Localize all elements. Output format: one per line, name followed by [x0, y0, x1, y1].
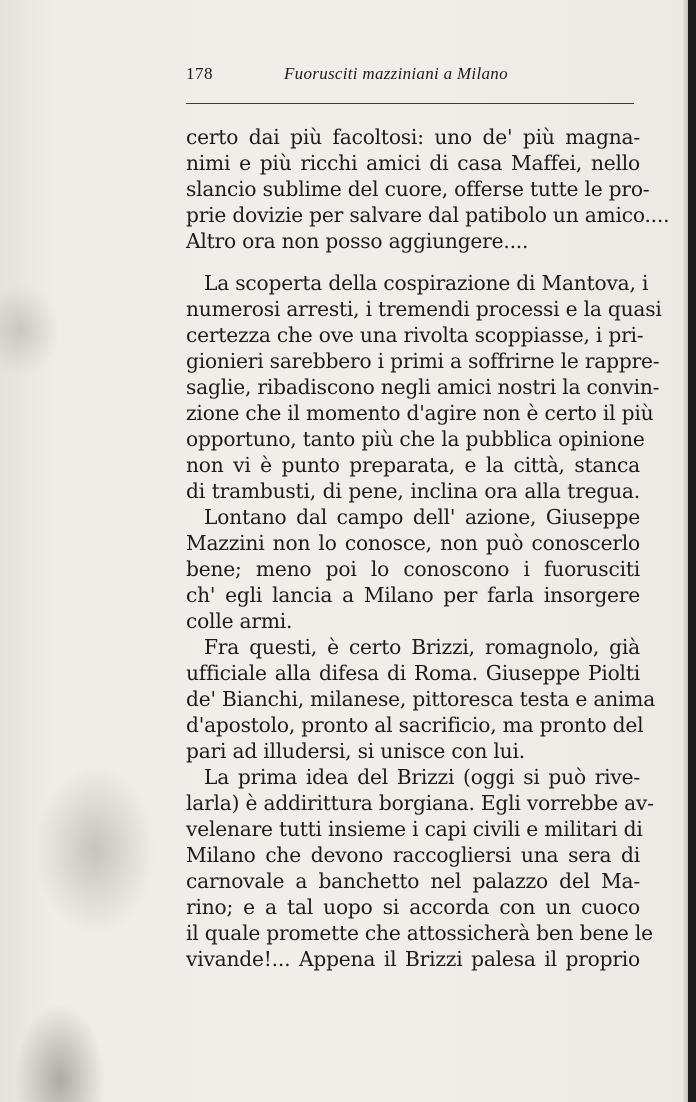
- text-line: de' Bianchi, milanese, pittoresca testa e anima: [186, 687, 656, 711]
- text-line: Mazzini non lo conosce, non può conoscerlo: [186, 531, 640, 555]
- text-line: La scoperta della cospirazione di Mantova, i: [204, 271, 649, 295]
- text-line: certo dai più facoltosi: uno de' più magna-: [186, 125, 640, 149]
- text-line: vivande!... Appena il Brizzi palesa il proprio: [186, 947, 640, 971]
- text-line: ch' egli lancia a Milano per farla insorgere: [186, 583, 640, 607]
- text-line: non vi è punto preparata, e la città, stanca: [186, 453, 640, 477]
- text-line: rino; e a tal uopo si accorda con un cuoco: [186, 895, 640, 919]
- book-spine-edge: [688, 0, 696, 1102]
- paragraph: [186, 764, 654, 972]
- text-line: bene; meno poi lo conoscono i fuorusciti: [186, 557, 640, 581]
- paragraph: [186, 270, 662, 504]
- text-line: pari ad illudersi, si unisce con lui.: [186, 739, 525, 763]
- page-number: 178: [186, 64, 213, 83]
- text-line: zione che il momento d'agire non è certo il più: [186, 401, 654, 425]
- text-line: ufficiale alla difesa di Roma. Giuseppe Piolti: [186, 661, 640, 685]
- running-header: [186, 64, 636, 88]
- paragraph-continuation: [186, 124, 670, 254]
- text-line: certezza che ove una rivolta scoppiasse, i pri-: [186, 323, 644, 347]
- text-line: saglie, ribadiscono negli amici nostri la convin-: [186, 375, 660, 399]
- text-line: Fra questi, è certo Brizzi, romagnolo, già: [204, 635, 640, 659]
- text-line: di trambusti, di pene, inclina ora alla tregua.: [186, 479, 640, 503]
- text-line: larla) è addirittura borgiana. Egli vorrebbe av-: [186, 791, 654, 815]
- paragraph: [186, 504, 640, 634]
- text-line: opportuno, tanto più che la pubblica opinione: [186, 427, 645, 451]
- running-title: Fuorusciti mazziniani a Milano: [284, 64, 508, 83]
- text-line: prie dovizie per salvare dal patibolo un amico....: [186, 203, 670, 227]
- text-line: slancio sublime del cuore, offerse tutte le pro-: [186, 177, 650, 201]
- paragraph: [186, 634, 656, 764]
- text-line: il quale promette che attossicherà ben bene le: [186, 921, 653, 945]
- text-line: d'apostolo, pronto al sacrificio, ma pronto del: [186, 713, 644, 737]
- body-text: [186, 270, 662, 972]
- text-line: Lontano dal campo dell' azione, Giuseppe: [204, 505, 640, 529]
- text-line: numerosi arresti, i tremendi processi e la quasi: [186, 297, 662, 321]
- text-line: Altro ora non posso aggiungere....: [186, 229, 529, 253]
- text-line: velenare tutti insieme i capi civili e militari di: [186, 817, 643, 841]
- text-line: La prima idea del Brizzi (oggi si può rive-: [204, 765, 640, 789]
- text-line: Milano che devono raccogliersi una sera di: [186, 843, 640, 867]
- header-rule: [186, 103, 634, 104]
- text-line: colle armi.: [186, 609, 293, 633]
- text-line: carnovale a banchetto nel palazzo del Ma-: [186, 869, 640, 893]
- text-line: nimi e più ricchi amici di casa Maffei, nello: [186, 151, 640, 175]
- text-line: gionieri sarebbero i primi a soffrirne le rappre-: [186, 349, 660, 373]
